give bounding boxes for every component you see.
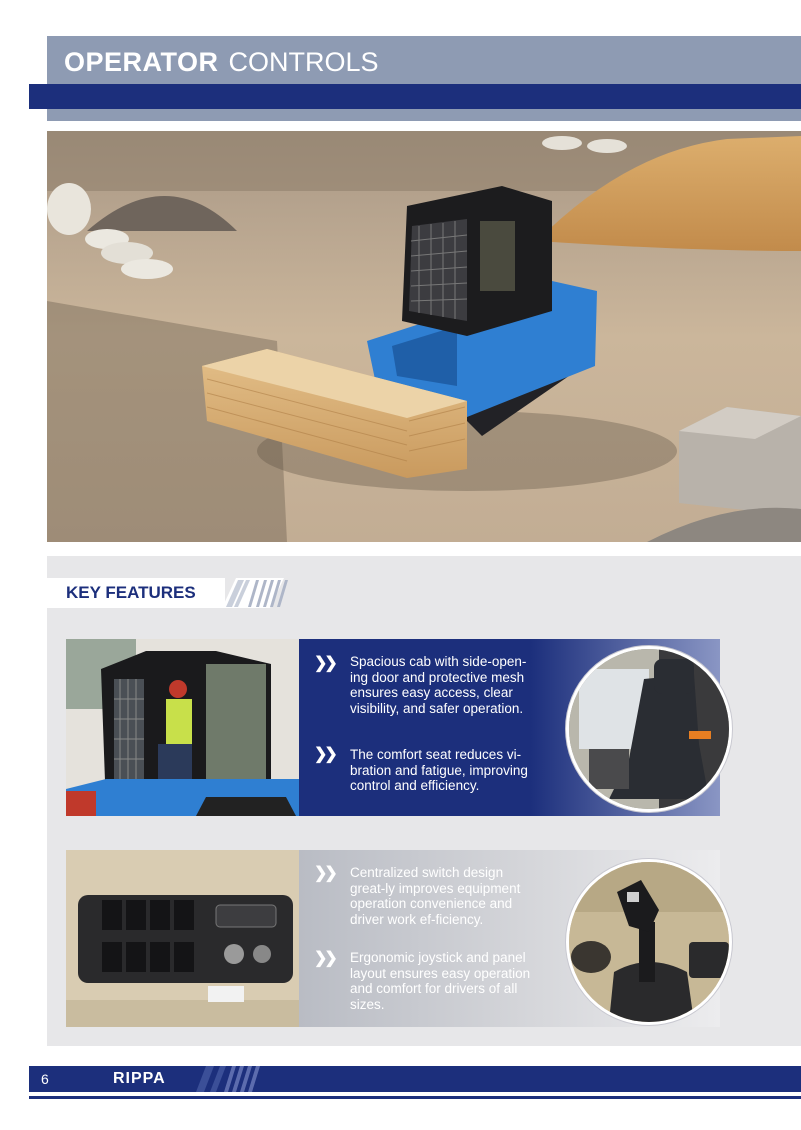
hero-illustration [47, 131, 801, 542]
feature-text-cab: Spacious cab with side-open-ing door and protective mesh ensures easy access, clear visibility, and safer operation. [350, 654, 527, 716]
hero-photo-tracked-loader [47, 131, 801, 542]
brand-logo: RIPPA [113, 1070, 166, 1087]
chevron-icon: ❯❯ [314, 950, 335, 967]
feature-text-switch: Centralized switch design great-ly improves equipment operation convenience and driver work ef-ficiency. [350, 865, 521, 927]
feature-text-joystick: Ergonomic joystick and panel layout ensures easy operation and comfort for drivers of all sizes. [350, 950, 531, 1012]
chevron-icon: ❯❯ [314, 655, 335, 672]
header-bottom-band [47, 109, 801, 121]
cab-operator-photo [66, 639, 299, 816]
footer-rule [29, 1096, 801, 1099]
page-title [64, 47, 379, 77]
page-number: 6 [41, 1071, 49, 1087]
switch-panel-photo [66, 850, 299, 1027]
chevron-icon: ❯❯ [314, 865, 335, 882]
key-features-decoration [222, 578, 300, 608]
page-title-light: CONTROLS [228, 47, 379, 77]
footer-decoration [196, 1066, 266, 1092]
page-title-bold: OPERATOR [64, 47, 219, 77]
header-navy-bar [29, 84, 801, 109]
seat-detail-circle [566, 646, 732, 812]
key-features-title: KEY FEATURES [66, 583, 196, 602]
joystick-detail-circle [566, 859, 732, 1025]
feature-text-seat: The comfort seat reduces vi-bration and fatigue, improving control and efficiency. [350, 747, 528, 793]
chevron-icon: ❯❯ [314, 746, 335, 763]
